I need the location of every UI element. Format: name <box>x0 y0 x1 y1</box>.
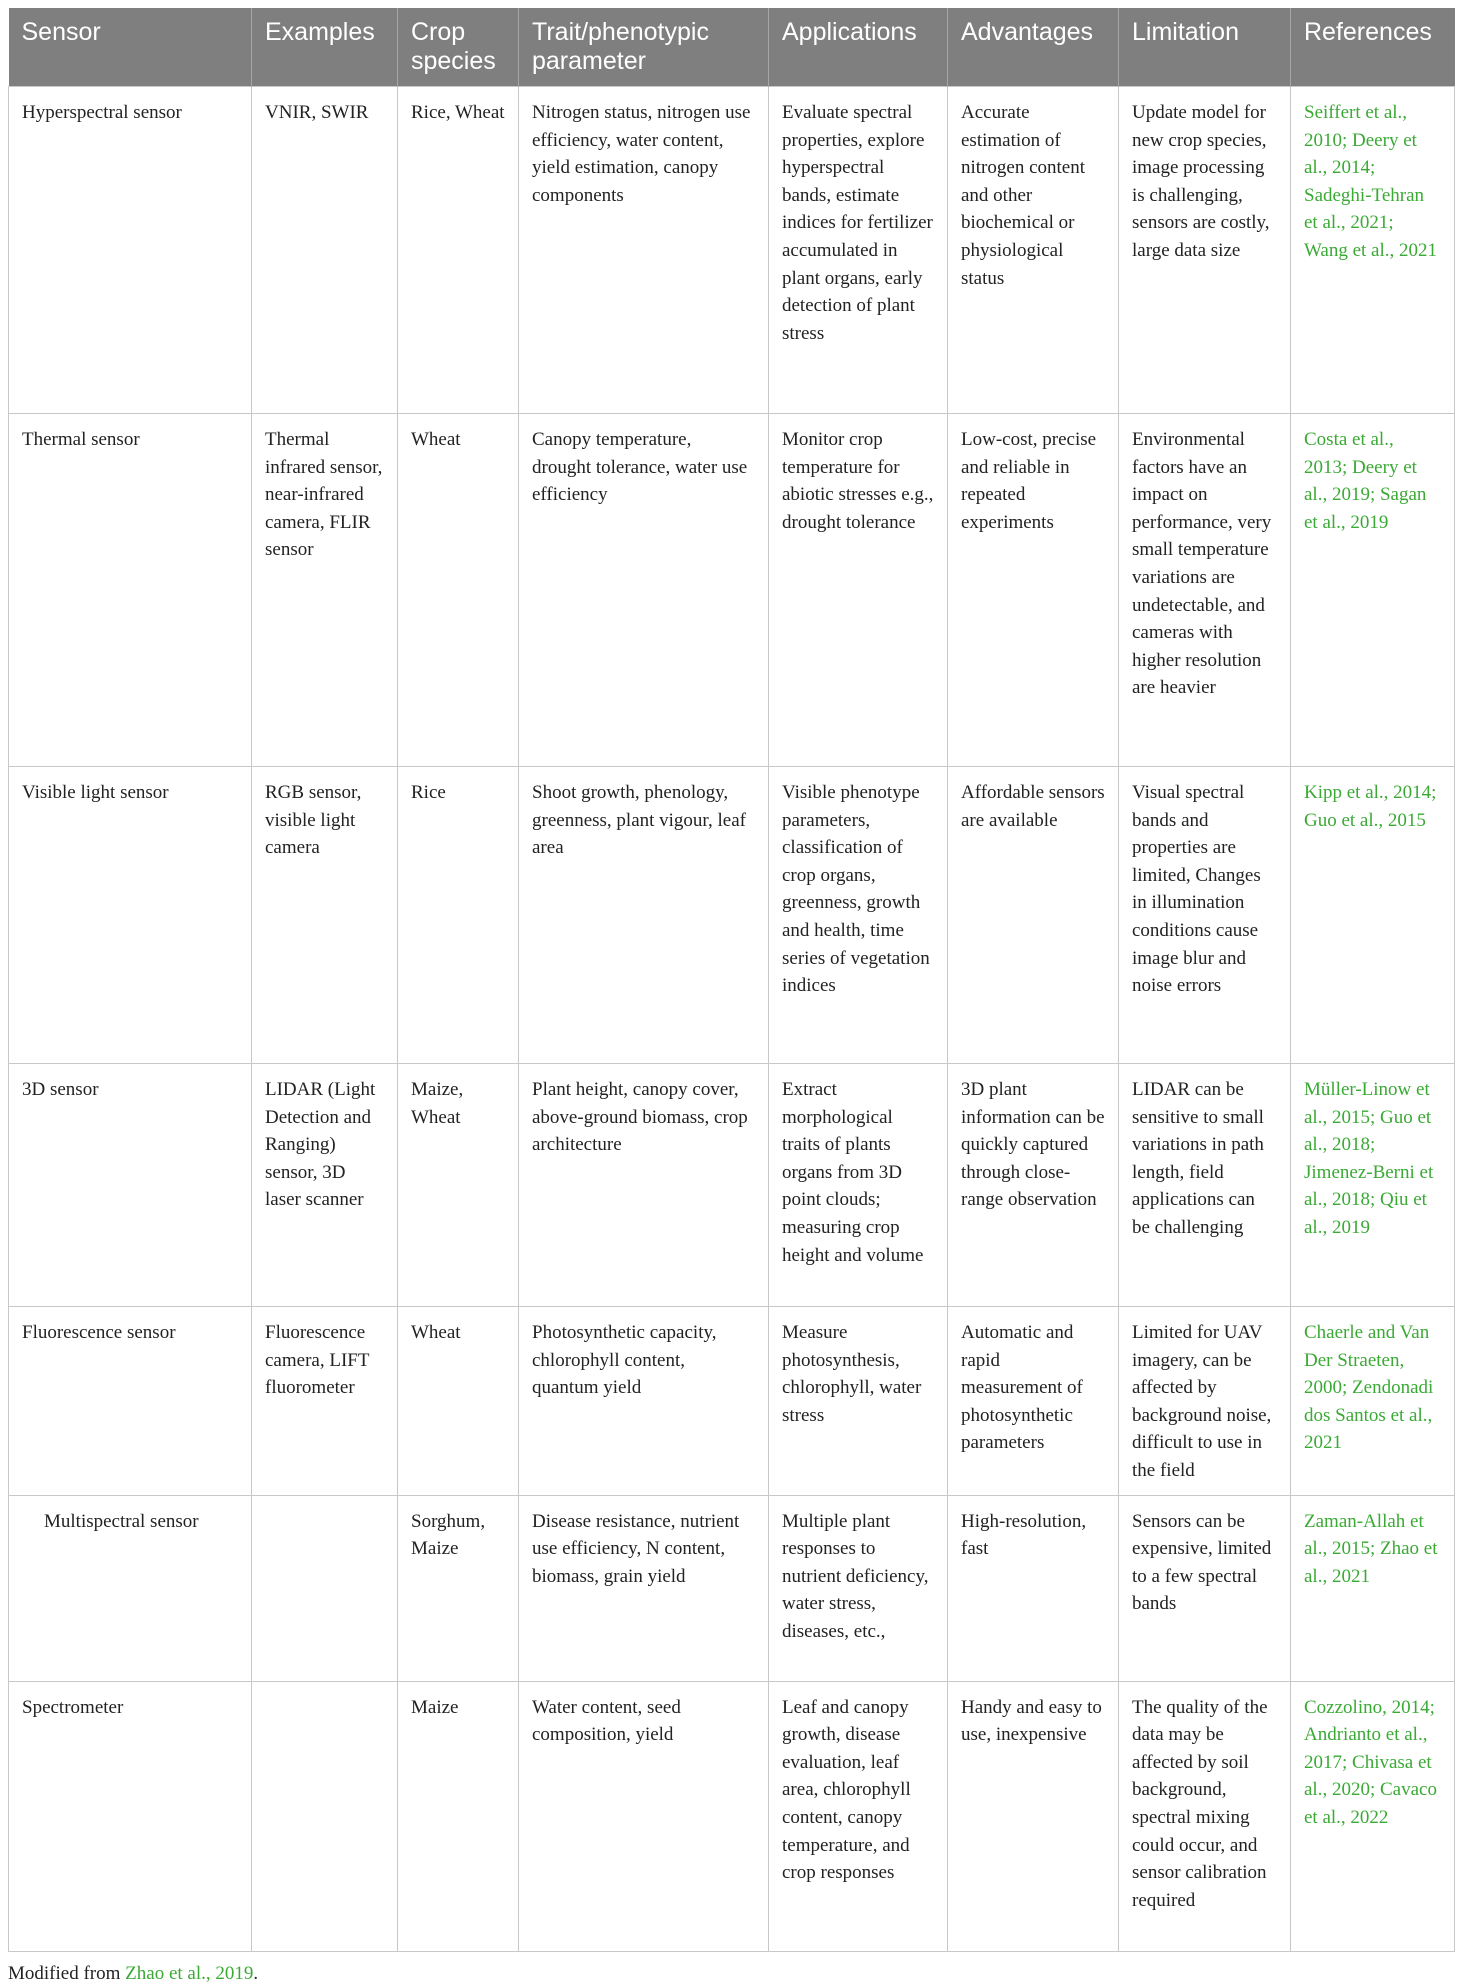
table-row <box>9 1495 1455 1681</box>
cell-crop-species: Wheat <box>398 414 519 767</box>
cell-crop-species: Wheat <box>398 1307 519 1496</box>
table-row <box>9 1064 1455 1307</box>
footnote-link[interactable]: Zhao et al., 2019 <box>125 1962 254 1984</box>
cell-advantages: Accurate estimation of nitrogen content and other biochemical or physiological status <box>948 87 1119 414</box>
cell-examples <box>252 1681 398 1951</box>
footnote-prefix: Modified from <box>8 1962 126 1984</box>
table-row <box>9 87 1455 414</box>
cell-trait: Canopy temperature, drought tolerance, water use efficiency <box>519 414 769 767</box>
cell-limitation: LIDAR can be sensitive to small variations in path length, field applications can be challenging <box>1119 1064 1291 1307</box>
cell-advantages: Affordable sensors are available <box>948 767 1119 1064</box>
cell-limitation: Visual spectral bands and properties are limited, Changes in illumination conditions cause image blur and noise errors <box>1119 767 1291 1064</box>
cell-references[interactable]: Costa et al., 2013; Deery et al., 2019; Sagan et al., 2019 <box>1291 414 1455 767</box>
cell-references[interactable]: Seiffert et al., 2010; Deery et al., 2014; Sadeghi-Tehran et al., 2021; Wang et al., 2021 <box>1291 87 1455 414</box>
table-row <box>9 414 1455 767</box>
cell-sensor: Fluorescence sensor <box>9 1307 252 1496</box>
cell-sensor: Multispectral sensor <box>9 1495 252 1681</box>
table-row <box>9 767 1455 1064</box>
cell-trait: Shoot growth, phenology, greenness, plant vigour, leaf area <box>519 767 769 1064</box>
cell-applications: Multiple plant responses to nutrient deficiency, water stress, diseases, etc., <box>769 1495 948 1681</box>
cell-advantages: Handy and easy to use, inexpensive <box>948 1681 1119 1951</box>
cell-references[interactable]: Müller-Linow et al., 2015; Guo et al., 2018; Jimenez-Berni et al., 2018; Qiu et al., 2019 <box>1291 1064 1455 1307</box>
cell-examples: Fluorescence camera, LIFT fluorometer <box>252 1307 398 1496</box>
column-header-limitation: Limitation <box>1119 8 1291 87</box>
column-header-crop-species: Crop species <box>398 8 519 87</box>
cell-sensor: Hyperspectral sensor <box>9 87 252 414</box>
cell-trait: Nitrogen status, nitrogen use efficiency, water content, yield estimation, canopy components <box>519 87 769 414</box>
cell-examples: Thermal infrared sensor, near-infrared camera, FLIR sensor <box>252 414 398 767</box>
cell-examples: VNIR, SWIR <box>252 87 398 414</box>
cell-crop-species: Maize, Wheat <box>398 1064 519 1307</box>
cell-advantages: Low-cost, precise and reliable in repeated experiments <box>948 414 1119 767</box>
cell-limitation: Limited for UAV imagery, can be affected by background noise, difficult to use in the field <box>1119 1307 1291 1496</box>
cell-applications: Leaf and canopy growth, disease evaluation, leaf area, chlorophyll content, canopy temperature, and crop responses <box>769 1681 948 1951</box>
cell-applications: Evaluate spectral properties, explore hyperspectral bands, estimate indices for fertilizer accumulated in plant organs, early detection of plant stress <box>769 87 948 414</box>
cell-crop-species: Rice <box>398 767 519 1064</box>
cell-examples: RGB sensor, visible light camera <box>252 767 398 1064</box>
cell-limitation: The quality of the data may be affected by soil background, spectral mixing could occur, and sensor calibration required <box>1119 1681 1291 1951</box>
cell-limitation: Update model for new crop species, image processing is challenging, sensors are costly, large data size <box>1119 87 1291 414</box>
column-header-advantages: Advantages <box>948 8 1119 87</box>
cell-references[interactable]: Chaerle and Van Der Straeten, 2000; Zendonadi dos Santos et al., 2021 <box>1291 1307 1455 1496</box>
cell-applications: Measure photosynthesis, chlorophyll, water stress <box>769 1307 948 1496</box>
cell-advantages: High-resolution, fast <box>948 1495 1119 1681</box>
cell-limitation: Sensors can be expensive, limited to a few spectral bands <box>1119 1495 1291 1681</box>
table-header-row <box>9 8 1455 87</box>
cell-applications: Visible phenotype parameters, classification of crop organs, greenness, growth and health, time series of vegetation indices <box>769 767 948 1064</box>
cell-applications: Monitor crop temperature for abiotic stresses e.g., drought tolerance <box>769 414 948 767</box>
table-row <box>9 1681 1455 1951</box>
column-header-references: References <box>1291 8 1455 87</box>
cell-applications: Extract morphological traits of plants organs from 3D point clouds; measuring crop height and volume <box>769 1064 948 1307</box>
cell-advantages: Automatic and rapid measurement of photosynthetic parameters <box>948 1307 1119 1496</box>
cell-examples <box>252 1495 398 1681</box>
cell-crop-species: Sorghum, Maize <box>398 1495 519 1681</box>
cell-sensor: 3D sensor <box>9 1064 252 1307</box>
column-header-examples: Examples <box>252 8 398 87</box>
cell-trait: Plant height, canopy cover, above-ground biomass, crop architecture <box>519 1064 769 1307</box>
cell-sensor: Thermal sensor <box>9 414 252 767</box>
cell-trait: Disease resistance, nutrient use efficiency, N content, biomass, grain yield <box>519 1495 769 1681</box>
column-header-sensor: Sensor <box>9 8 252 87</box>
cell-limitation: Environmental factors have an impact on performance, very small temperature variations are undetectable, and cameras with higher resolution are heavier <box>1119 414 1291 767</box>
cell-examples: LIDAR (Light Detection and Ranging) sensor, 3D laser scanner <box>252 1064 398 1307</box>
cell-sensor: Visible light sensor <box>9 767 252 1064</box>
cell-sensor: Spectrometer <box>9 1681 252 1951</box>
column-header-applications: Applications <box>769 8 948 87</box>
sensor-comparison-table <box>8 8 1455 1952</box>
cell-crop-species: Rice, Wheat <box>398 87 519 414</box>
column-header-trait: Trait/phenotypic parameter <box>519 8 769 87</box>
cell-references[interactable]: Zaman-Allah et al., 2015; Zhao et al., 2021 <box>1291 1495 1455 1681</box>
cell-trait: Photosynthetic capacity, chlorophyll content, quantum yield <box>519 1307 769 1496</box>
cell-trait: Water content, seed composition, yield <box>519 1681 769 1951</box>
footnote-suffix: . <box>253 1962 259 1984</box>
table-row <box>9 1307 1455 1496</box>
cell-crop-species: Maize <box>398 1681 519 1951</box>
cell-advantages: 3D plant information can be quickly captured through close-range observation <box>948 1064 1119 1307</box>
cell-references[interactable]: Cozzolino, 2014; Andrianto et al., 2017; Chivasa et al., 2020; Cavaco et al., 2022 <box>1291 1681 1455 1951</box>
sensor-table-container <box>8 8 1454 1986</box>
cell-references[interactable]: Kipp et al., 2014; Guo et al., 2015 <box>1291 767 1455 1064</box>
